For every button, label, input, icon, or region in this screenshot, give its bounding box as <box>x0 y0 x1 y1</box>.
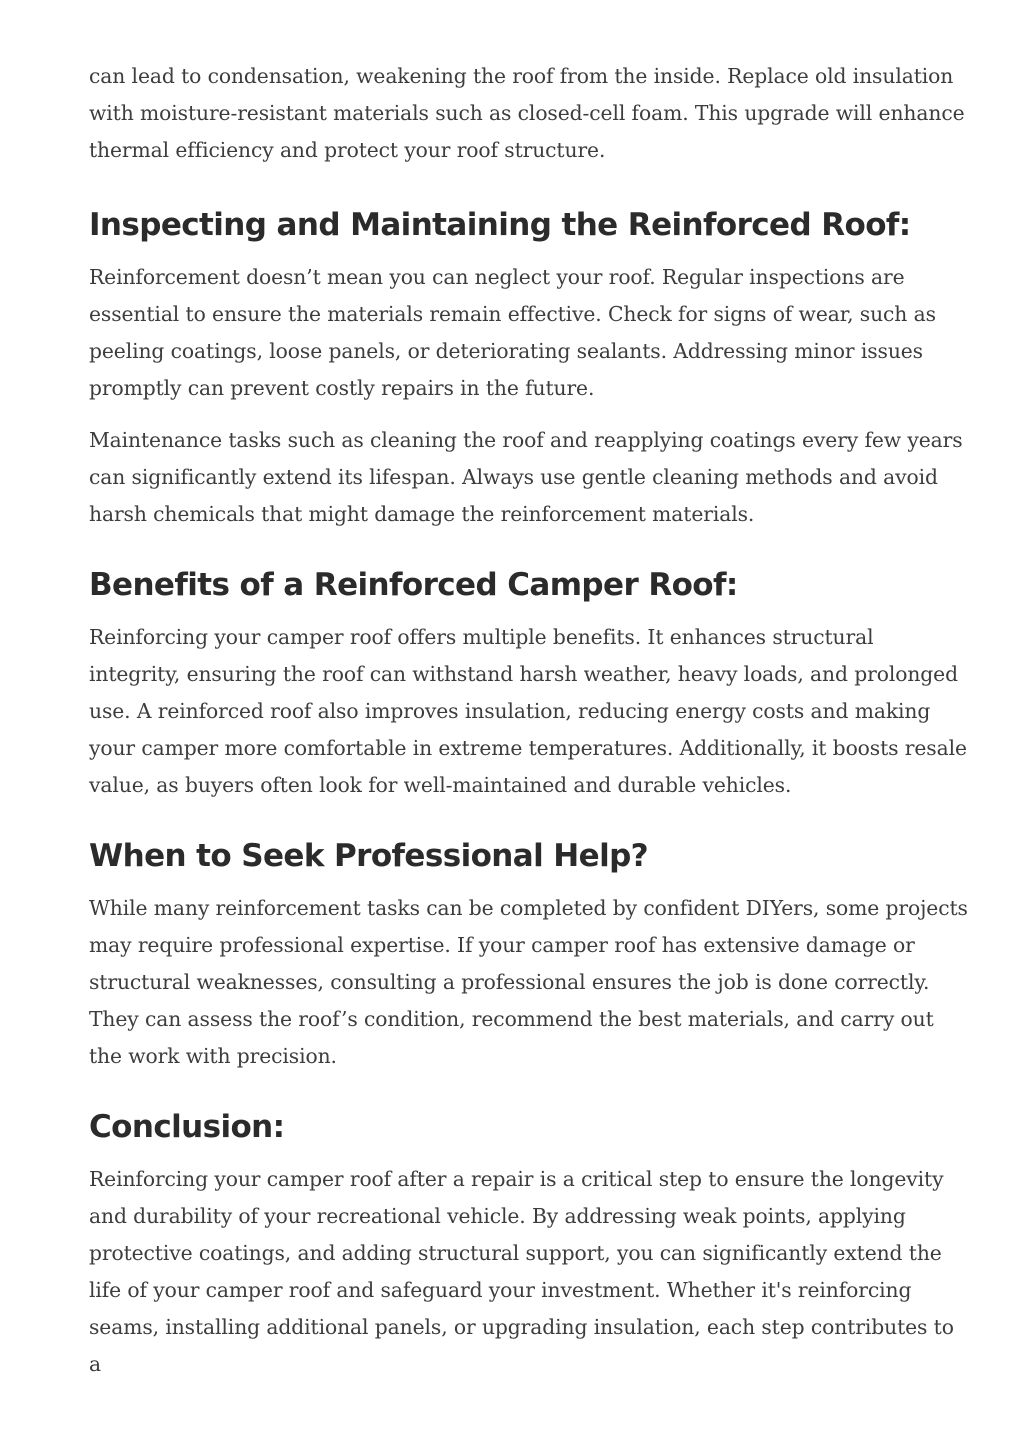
paragraph-conclusion: Reinforcing your camper roof after a repair is a critical step to ensure the longevity and durability of your recreational vehicle. By addressing weak points, applying protective coatings, and adding structural support, you can significantly extend the life of your camper roof and safeguard your investment. Whether it's reinforcing seams, installing additional panels, or upgrading insulation, each step contributes to a <box>89 1167 954 1376</box>
heading-conclusion: Conclusion: <box>89 1109 285 1145</box>
intro-paragraph: can lead to condensation, weakening the roof from the inside. Replace old insulation with moisture-resistant materials such as closed-cell foam. This upgrade will enhance thermal efficiency and protect your roof structure. <box>89 64 965 162</box>
paragraph-benefits: Reinforcing your camper roof offers multiple benefits. It enhances structural integrity, ensuring the roof can withstand harsh weather, heavy loads, and prolonged use. A reinforced roof also improves insulation, reducing energy costs and making your camper more comfortable in extreme temperatures. Additionally, it boosts resale value, as buyers often look for well-maintained and durable vehicles. <box>89 625 967 797</box>
paragraph-inspecting-1: Reinforcement doesn’t mean you can neglect your roof. Regular inspections are essential to ensure the materials remain effective. Check for signs of wear, such as peeling coatings, loose panels, or deteriorating sealants. Addressing minor issues promptly can prevent costly repairs in the future. <box>89 265 936 400</box>
paragraph-inspecting-2: Maintenance tasks such as cleaning the roof and reapplying coatings every few years can significantly extend its lifespan. Always use gentle cleaning methods and avoid harsh chemicals that might damage the reinforcement materials. <box>89 428 963 526</box>
heading-professional-help: When to Seek Professional Help? <box>89 838 649 874</box>
heading-inspecting: Inspecting and Maintaining the Reinforced Roof: <box>89 207 911 243</box>
document-page <box>89 58 969 1398</box>
paragraph-professional-help: While many reinforcement tasks can be completed by confident DIYers, some projects may require professional expertise. If your camper roof has extensive damage or structural weaknesses, consulting a professional ensures the job is done correctly. They can assess the roof’s condition, recommend the best materials, and carry out the work with precision. <box>89 896 968 1068</box>
heading-benefits: Benefits of a Reinforced Camper Roof: <box>89 567 738 603</box>
